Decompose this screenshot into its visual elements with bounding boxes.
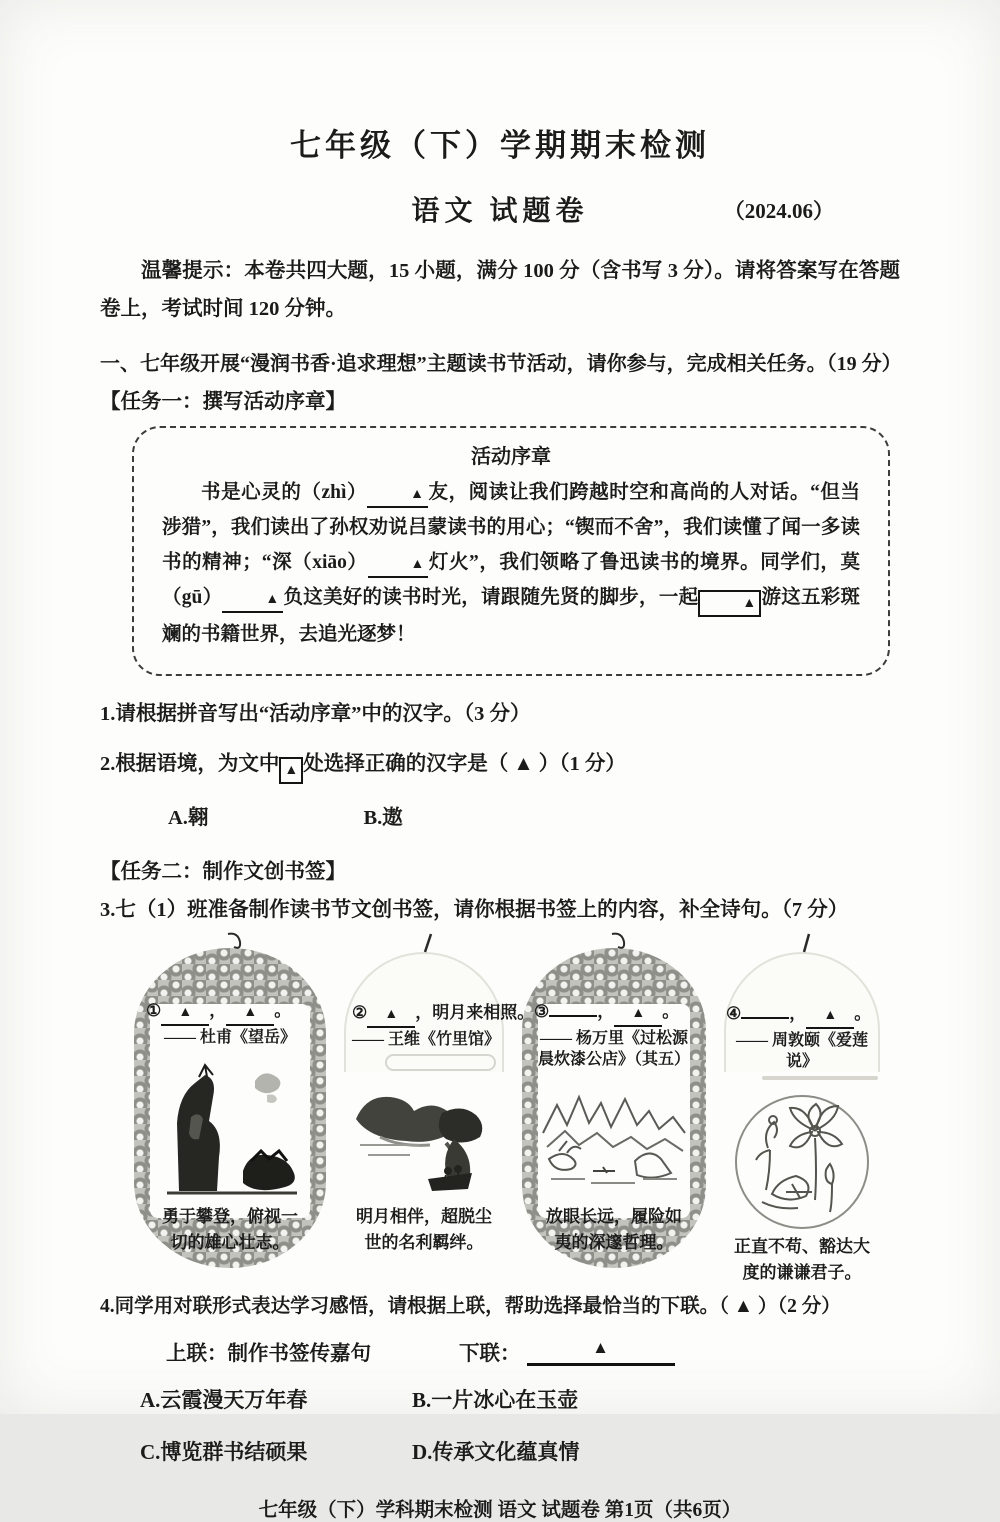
bookmark-row [132, 936, 1000, 1283]
question-2 [100, 746, 930, 784]
poem-end: 。 [662, 1002, 680, 1022]
option-a: A.翱 [168, 807, 209, 830]
bookmark-1 [132, 936, 328, 1270]
page-title: 七年级（下）学期期末检测 [290, 128, 710, 163]
bookmark-number: ③ [534, 1002, 550, 1022]
bookmark-3-content [534, 996, 694, 1256]
preface-seg3: 灯火”，我们领略了鲁迅读书的境界。同学们，莫（gū） [162, 552, 860, 609]
preface-box [132, 426, 890, 676]
couplet-row [166, 1336, 1000, 1366]
river-boat-ink-art [350, 1075, 498, 1204]
poem-end: 。 [274, 1001, 292, 1021]
option-c: C.博览群书结硕果 [140, 1440, 308, 1465]
task2-label: 【任务二：制作文创书签】 [100, 861, 346, 884]
question-3: 3.七（1）班准备制作读书节文创书签，请你根据书签上的内容，补全诗句。（7 分） [100, 899, 849, 922]
subject-title: 语文 试题卷 [411, 196, 589, 227]
answer-blank: ▲ [367, 487, 428, 508]
couplet-lower-label: 下联： [459, 1343, 521, 1366]
bookmark-1-content [146, 996, 314, 1256]
boxed-triangle-mark: ▲ [279, 757, 303, 784]
question-4: 4.同学用对联形式表达学习感悟，请根据上联，帮助选择最恰当的下联。（ ▲ ）（2 分） [100, 1296, 841, 1318]
couplet-upper: 上联：制作书签传嘉句 [166, 1343, 371, 1366]
answer-blank: ▲ [368, 557, 429, 578]
notice-text: 温馨提示：本卷共四大题，15 小题，满分 100 分（含书写 3 分）。请将答案写在答题卷上，考试时间 120 分钟。 [100, 260, 900, 320]
hanging-string-icon [795, 932, 821, 954]
preface-seg2: 友，阅读让我们跨越时空和高尚的人对话。“但当涉猎”，我们读出了孙权劝说吕蒙读书的用心；“锲而不舍”，我们读懂了闻一多读书的精神；“深（xiāo） [162, 481, 860, 574]
option-b: B.遨 [363, 807, 403, 830]
poem-source: —— 杨万里《过松源晨炊漆公店》（其五） [537, 1030, 690, 1069]
option-d: D.传承文化蕴真情 [412, 1440, 580, 1465]
question-2-pre: 2.根据语境，为文中 [100, 753, 280, 776]
section-one-heading: 一、七年级开展“漫润书香·追求理想”主题读书节活动，请你参与，完成相关任务。（19 分） [100, 352, 902, 375]
option-a: A.云霞漫天万年春 [140, 1388, 308, 1413]
preface-seg1: 书是心灵的（zhì） [201, 481, 368, 503]
preface-seg4: 负这美好的读书时光，请跟随先贤的脚步，一起 [283, 587, 699, 609]
poem-source: —— 杜甫《望岳》 [163, 1029, 296, 1047]
preface-title: 活动序章 [471, 445, 551, 468]
bookmark-2-content [352, 998, 535, 1256]
bookmark-number: ④ [726, 1004, 742, 1024]
question-2-options [168, 800, 1000, 830]
bookmark-caption: 正直不苟、豁达大度的谦谦君子。 [734, 1236, 870, 1283]
poem-sep: ， [209, 1001, 227, 1021]
boxed-triangle-mark: ▲ [698, 590, 761, 617]
poem-sep: ， [789, 1004, 807, 1024]
preface-seg5: 游这五彩斑斓的书籍世界，去追光逐梦！ [162, 587, 860, 646]
poem-rest: ，明月来相照。 [415, 1003, 535, 1023]
bookmark-4-content [726, 998, 878, 1283]
page-footer: 七年级（下）学科期末检测 语文 试题卷 第1页（共6页） [258, 1500, 742, 1522]
bookmark-number: ② [352, 1003, 368, 1023]
answer-blank: ▲ [222, 592, 283, 613]
poem-line [146, 996, 291, 1026]
question-1: 1.请根据拼音写出“活动序章”中的汉字。（3 分） [100, 703, 531, 726]
mountain-sketch-art [539, 1075, 689, 1204]
question-2-post: 处选择正确的汉字是（ ▲ ）（1 分） [303, 753, 626, 776]
exam-date: （2024.06） [723, 199, 834, 223]
poem-blank [741, 998, 789, 1019]
ribbon-ornament [385, 1054, 496, 1071]
poem-line [534, 996, 679, 1027]
option-b: B.一片冰心在玉壶 [412, 1388, 579, 1413]
ribbon-ornament [762, 1076, 878, 1080]
lotus-line-art [726, 1084, 878, 1234]
task1-label: 【任务一：撰写活动序章】 [100, 390, 346, 413]
bookmark-caption: 明月相伴，超脱尘世的名利羁绊。 [356, 1206, 492, 1252]
couplet-answer-blank: ▲ [527, 1339, 675, 1366]
bookmark-3 [520, 936, 708, 1270]
bookmark-2 [338, 936, 535, 1270]
poem-blank: ▲ [161, 1005, 209, 1026]
mountain-ink-art [155, 1053, 305, 1204]
bookmark-caption: 放眼长远，履险如夷的深邃哲理。 [546, 1206, 682, 1252]
bookmark-number: ① [146, 1001, 162, 1021]
preface-text [162, 475, 860, 652]
poem-blank: ▲ [614, 1006, 662, 1027]
poem-end: 。 [854, 1004, 872, 1024]
hanging-string-icon [222, 932, 252, 954]
poem-line [352, 998, 534, 1028]
hanging-string-icon [606, 932, 636, 954]
poem-sep: ， [597, 1002, 615, 1022]
hanging-string-icon [417, 932, 443, 954]
poem-blank: ▲ [367, 1007, 415, 1028]
poem-source: —— 王维《竹里馆》 [352, 1031, 501, 1049]
poem-blank [549, 996, 597, 1017]
poem-blank: ▲ [226, 1005, 274, 1026]
poem-line [726, 998, 871, 1029]
poem-source: —— 周敦颐《爱莲说》 [735, 1032, 868, 1071]
question-4-options [140, 1384, 1000, 1466]
bookmark-4 [718, 936, 886, 1283]
subject-row [0, 189, 1000, 229]
poem-blank: ▲ [806, 1008, 854, 1029]
bookmark-caption: 勇于攀登，俯视一切的雄心壮志。 [162, 1206, 298, 1252]
